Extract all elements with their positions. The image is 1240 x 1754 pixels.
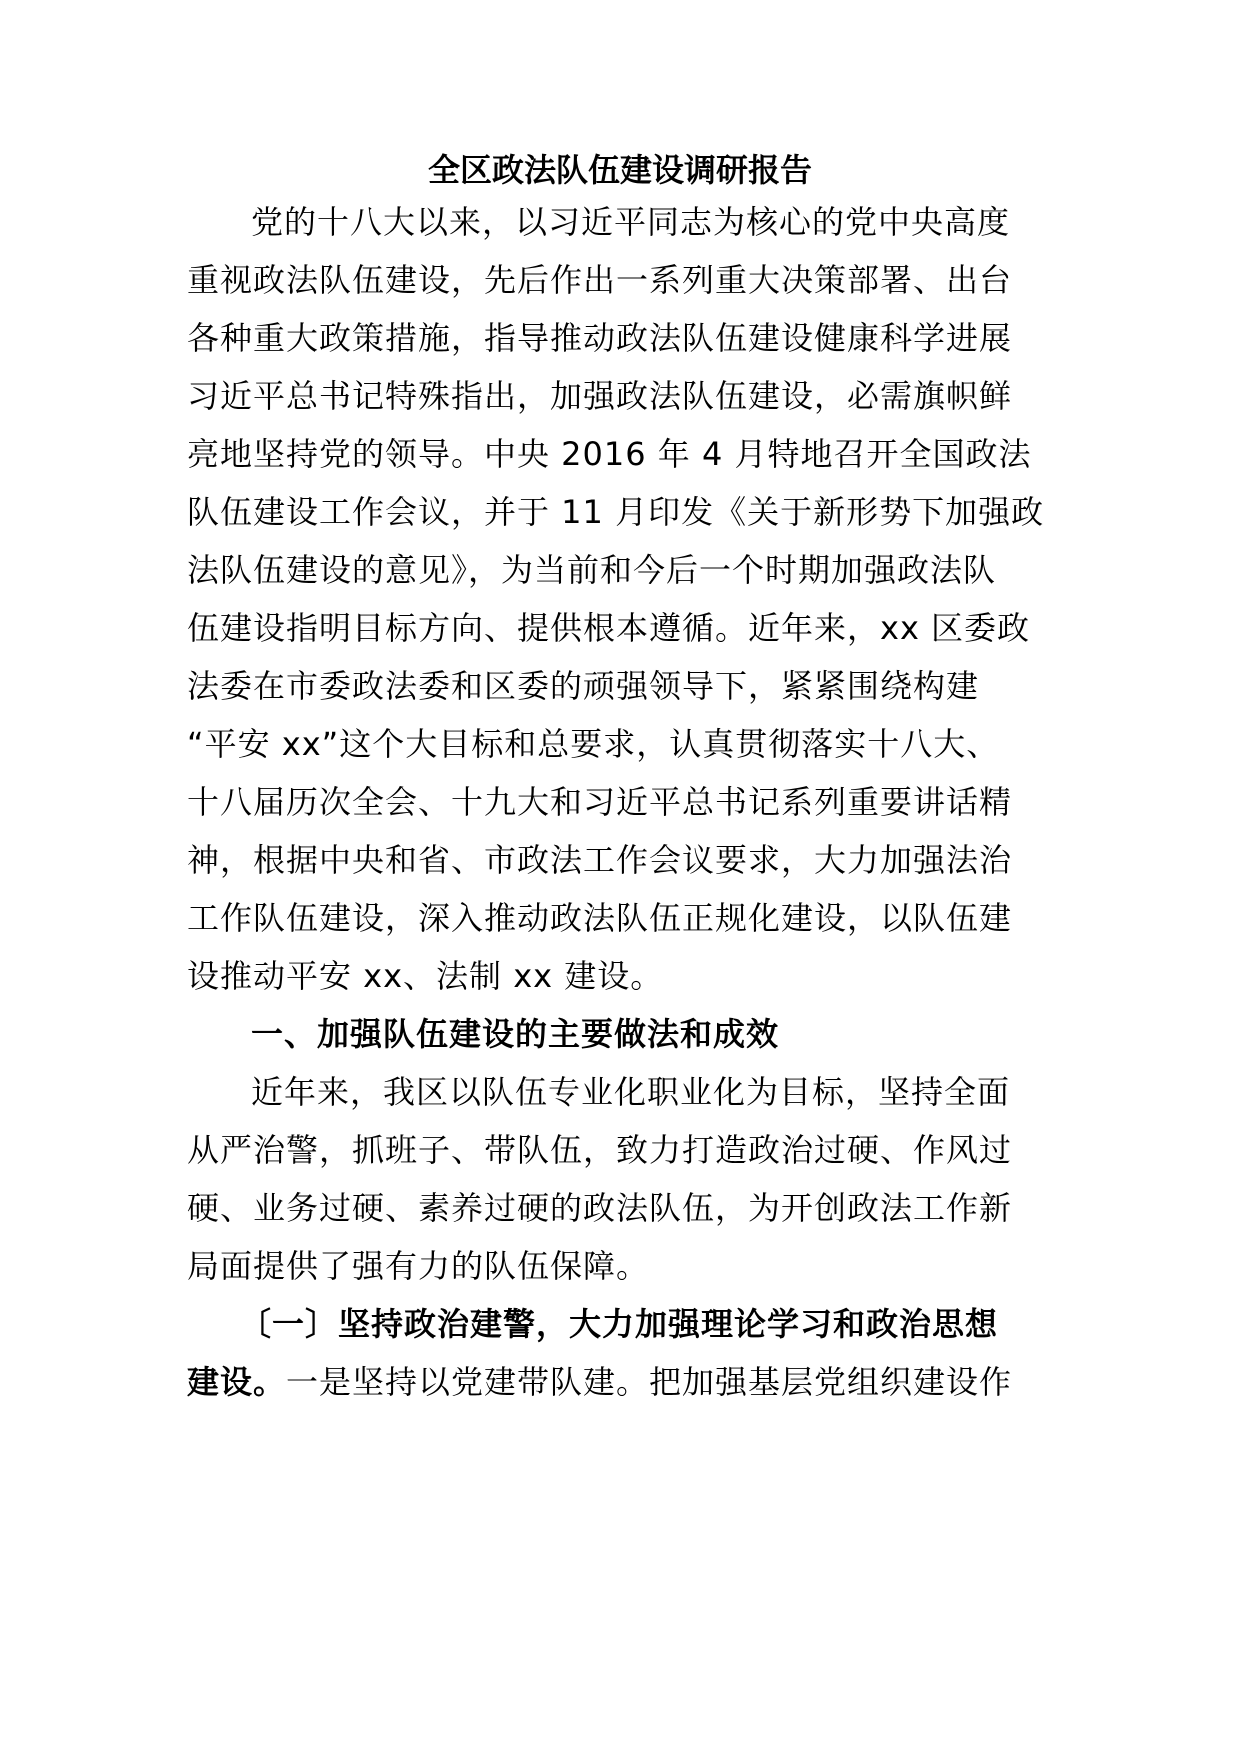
paragraph-line: 重视政法队伍建设，先后作出一系列重大决策部署、出台	[187, 261, 1013, 299]
paragraph-line: 硬、业务过硬、素养过硬的政法队伍，为开创政法工作新	[187, 1189, 1013, 1227]
paragraph-line: 各种重大政策措施，指导推动政法队伍建设健康科学进展	[187, 319, 1013, 357]
paragraph-line: “平安 xx”这个大目标和总要求，认真贯彻落实十八大、	[187, 725, 1000, 763]
paragraph-line: 神，根据中央和省、市政法工作会议要求，大力加强法治	[187, 841, 1013, 879]
paragraph-line: 从严治警，抓班子、带队伍，致力打造政治过硬、作风过	[187, 1131, 1013, 1169]
paragraph-line: 习近平总书记特殊指出，加强政法队伍建设，必需旗帜鲜	[187, 377, 1013, 415]
paragraph-line: 设推动平安 xx、法制 xx 建设。	[187, 957, 664, 995]
subsection-heading-end: 建设。	[187, 1363, 287, 1401]
document-title: 全区政法队伍建设调研报告	[427, 151, 812, 189]
paragraph-line: 工作队伍建设，深入推动政法队伍正规化建设，以队伍建	[187, 899, 1013, 937]
paragraph-line: 党的十八大以来，以习近平同志为核心的党中央高度	[251, 203, 1011, 241]
section-heading: 一、加强队伍建设的主要做法和成效	[251, 1015, 780, 1053]
paragraph-line	[187, 1360, 1067, 1404]
paragraph-line: 亮地坚持党的领导。中央 2016 年 4 月特地召开全国政法	[187, 435, 1032, 473]
paragraph-line: 近年来，我区以队伍专业化职业化为目标，坚持全面	[251, 1073, 1011, 1111]
subsection-heading: 〔一〕坚持政治建警，大力加强理论学习和政治思想	[239, 1305, 999, 1343]
paragraph-line: 局面提供了强有力的队伍保障。	[187, 1247, 650, 1285]
paragraph-line: 法委在市委政法委和区委的顽强领导下，紧紧围绕构建	[187, 667, 980, 705]
paragraph-line: 队伍建设工作会议，并于 11 月印发《关于新形势下加强政	[187, 493, 1045, 531]
paragraph-text: 一是坚持以党建带队建。把加强基层党组织建设作	[286, 1363, 1013, 1401]
paragraph-line: 法队伍建设的意见》，为当前和今后一个时期加强政法队	[187, 551, 997, 589]
paragraph-line: 伍建设指明目标方向、提供根本遵循。近年来，xx 区委政	[187, 609, 1031, 647]
paragraph-line: 十八届历次全会、十九大和习近平总书记系列重要讲话精	[187, 783, 1013, 821]
